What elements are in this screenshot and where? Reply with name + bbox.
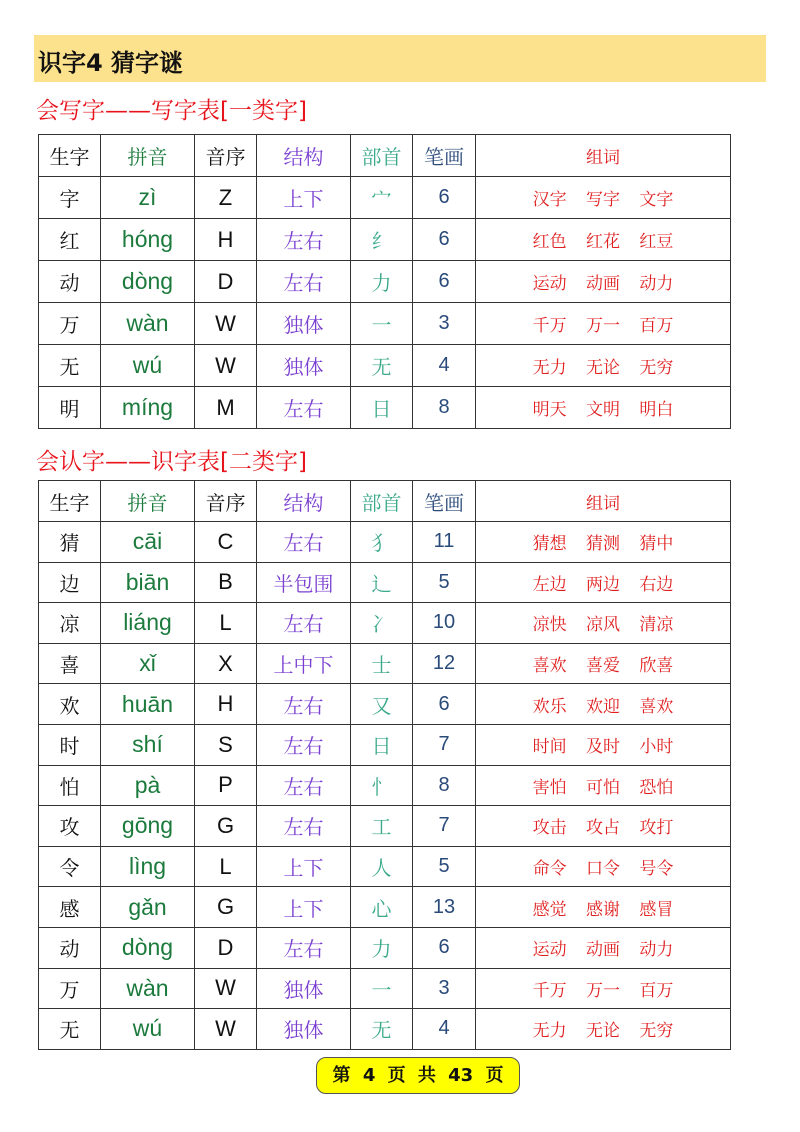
- cell-radical: 力: [351, 927, 413, 968]
- cell-character: 无: [39, 345, 101, 387]
- cell-initial: W: [195, 303, 257, 345]
- cell-radical: 人: [351, 846, 413, 887]
- cell-character: 万: [39, 968, 101, 1009]
- cell-pinyin: míng: [101, 387, 195, 429]
- cell-structure: 左右: [257, 261, 351, 303]
- cell-words: 左边 两边 右边: [476, 562, 731, 603]
- cell-radical: 士: [351, 643, 413, 684]
- table-row: [39, 887, 731, 928]
- cell-pinyin: biān: [101, 562, 195, 603]
- cell-structure: 独体: [257, 1009, 351, 1050]
- table-row: [39, 684, 731, 725]
- cell-words: 猜想 猜测 猜中: [476, 522, 731, 563]
- cell-radical: 忄: [351, 765, 413, 806]
- table-row: [39, 562, 731, 603]
- cell-character: 欢: [39, 684, 101, 725]
- cell-words: 运动 动画 动力: [476, 927, 731, 968]
- cell-character: 喜: [39, 643, 101, 684]
- cell-words: 欢乐 欢迎 喜欢: [476, 684, 731, 725]
- cell-initial: S: [195, 724, 257, 765]
- table-row: [39, 345, 731, 387]
- cell-pinyin: wàn: [101, 303, 195, 345]
- cell-structure: 左右: [257, 724, 351, 765]
- cell-strokes: 8: [413, 387, 476, 429]
- table-row: [39, 261, 731, 303]
- cell-character: 猜: [39, 522, 101, 563]
- cell-strokes: 6: [413, 177, 476, 219]
- cell-structure: 左右: [257, 219, 351, 261]
- cell-structure: 独体: [257, 968, 351, 1009]
- table-row: [39, 603, 731, 644]
- cell-strokes: 3: [413, 303, 476, 345]
- cell-radical: 无: [351, 1009, 413, 1050]
- cell-pinyin: huān: [101, 684, 195, 725]
- cell-pinyin: gǎn: [101, 887, 195, 928]
- cell-character: 万: [39, 303, 101, 345]
- cell-initial: H: [195, 219, 257, 261]
- cell-character: 凉: [39, 603, 101, 644]
- cell-pinyin: xǐ: [101, 643, 195, 684]
- cell-character: 边: [39, 562, 101, 603]
- lesson-header: [34, 35, 766, 82]
- cell-radical: 一: [351, 303, 413, 345]
- table-row: [39, 724, 731, 765]
- cell-pinyin: pà: [101, 765, 195, 806]
- cell-strokes: 8: [413, 765, 476, 806]
- cell-radical: 日: [351, 387, 413, 429]
- cell-radical: 纟: [351, 219, 413, 261]
- cell-pinyin: gōng: [101, 806, 195, 847]
- table-row: [39, 846, 731, 887]
- cell-strokes: 6: [413, 684, 476, 725]
- cell-radical: 工: [351, 806, 413, 847]
- table-row: [39, 219, 731, 261]
- cell-pinyin: lìng: [101, 846, 195, 887]
- cell-initial: W: [195, 345, 257, 387]
- header-pinyin: 拼音: [101, 481, 195, 522]
- cell-initial: L: [195, 846, 257, 887]
- cell-structure: 左右: [257, 522, 351, 563]
- cell-strokes: 5: [413, 562, 476, 603]
- cell-strokes: 6: [413, 927, 476, 968]
- cell-radical: 力: [351, 261, 413, 303]
- cell-pinyin: dòng: [101, 927, 195, 968]
- cell-pinyin: dòng: [101, 261, 195, 303]
- cell-initial: P: [195, 765, 257, 806]
- cell-pinyin: hóng: [101, 219, 195, 261]
- cell-words: 时间 及时 小时: [476, 724, 731, 765]
- cell-structure: 上中下: [257, 643, 351, 684]
- header-character: 生字: [39, 481, 101, 522]
- cell-pinyin: wú: [101, 345, 195, 387]
- cell-character: 红: [39, 219, 101, 261]
- table-row: [39, 177, 731, 219]
- write-characters-table: [38, 134, 731, 429]
- cell-words: 千万 万一 百万: [476, 303, 731, 345]
- cell-words: 无力 无论 无穷: [476, 345, 731, 387]
- header-words: 组词: [476, 135, 731, 177]
- cell-words: 命令 口令 号令: [476, 846, 731, 887]
- header-radical: 部首: [351, 481, 413, 522]
- header-words: 组词: [476, 481, 731, 522]
- cell-strokes: 6: [413, 219, 476, 261]
- cell-strokes: 13: [413, 887, 476, 928]
- cell-initial: X: [195, 643, 257, 684]
- header-strokes: 笔画: [413, 135, 476, 177]
- cell-initial: Z: [195, 177, 257, 219]
- cell-structure: 上下: [257, 177, 351, 219]
- cell-radical: 心: [351, 887, 413, 928]
- table-row: [39, 522, 731, 563]
- cell-structure: 上下: [257, 846, 351, 887]
- cell-words: 喜欢 喜爱 欣喜: [476, 643, 731, 684]
- cell-words: 无力 无论 无穷: [476, 1009, 731, 1050]
- cell-radical: 日: [351, 724, 413, 765]
- cell-strokes: 5: [413, 846, 476, 887]
- header-initial: 音序: [195, 135, 257, 177]
- cell-initial: G: [195, 806, 257, 847]
- cell-pinyin: wú: [101, 1009, 195, 1050]
- cell-initial: W: [195, 968, 257, 1009]
- cell-initial: M: [195, 387, 257, 429]
- cell-strokes: 10: [413, 603, 476, 644]
- table-row: [39, 806, 731, 847]
- cell-strokes: 6: [413, 261, 476, 303]
- table-row: [39, 765, 731, 806]
- cell-initial: B: [195, 562, 257, 603]
- cell-radical: 又: [351, 684, 413, 725]
- cell-pinyin: shí: [101, 724, 195, 765]
- cell-character: 时: [39, 724, 101, 765]
- cell-character: 字: [39, 177, 101, 219]
- table-header-row: [39, 135, 731, 177]
- cell-words: 明天 文明 明白: [476, 387, 731, 429]
- cell-character: 令: [39, 846, 101, 887]
- cell-radical: 犭: [351, 522, 413, 563]
- table-row: [39, 387, 731, 429]
- cell-initial: C: [195, 522, 257, 563]
- cell-structure: 左右: [257, 684, 351, 725]
- cell-strokes: 3: [413, 968, 476, 1009]
- cell-words: 害怕 可怕 恐怕: [476, 765, 731, 806]
- cell-structure: 左右: [257, 806, 351, 847]
- lesson-title: 识字4 猜字谜: [38, 49, 184, 77]
- table-row: [39, 1009, 731, 1050]
- header-character: 生字: [39, 135, 101, 177]
- cell-strokes: 7: [413, 806, 476, 847]
- cell-strokes: 4: [413, 1009, 476, 1050]
- cell-initial: W: [195, 1009, 257, 1050]
- cell-structure: 独体: [257, 303, 351, 345]
- cell-radical: 宀: [351, 177, 413, 219]
- table-row: [39, 643, 731, 684]
- cell-pinyin: liáng: [101, 603, 195, 644]
- cell-character: 明: [39, 387, 101, 429]
- cell-initial: D: [195, 261, 257, 303]
- cell-structure: 半包围: [257, 562, 351, 603]
- header-structure: 结构: [257, 135, 351, 177]
- cell-strokes: 4: [413, 345, 476, 387]
- cell-character: 怕: [39, 765, 101, 806]
- cell-character: 动: [39, 927, 101, 968]
- cell-words: 感觉 感谢 感冒: [476, 887, 731, 928]
- cell-structure: 上下: [257, 887, 351, 928]
- cell-character: 攻: [39, 806, 101, 847]
- header-pinyin: 拼音: [101, 135, 195, 177]
- table-row: [39, 927, 731, 968]
- section-title-recognize: 会认字——识字表[二类字]: [36, 449, 307, 475]
- cell-initial: L: [195, 603, 257, 644]
- cell-structure: 左右: [257, 927, 351, 968]
- recognize-characters-table: [38, 480, 731, 1050]
- cell-words: 凉快 凉风 清凉: [476, 603, 731, 644]
- cell-words: 汉字 写字 文字: [476, 177, 731, 219]
- cell-words: 攻击 攻占 攻打: [476, 806, 731, 847]
- cell-structure: 左右: [257, 765, 351, 806]
- cell-initial: D: [195, 927, 257, 968]
- page-indicator: 第 4 页 共 43 页: [316, 1057, 520, 1094]
- cell-character: 感: [39, 887, 101, 928]
- cell-words: 红色 红花 红豆: [476, 219, 731, 261]
- cell-initial: H: [195, 684, 257, 725]
- header-strokes: 笔画: [413, 481, 476, 522]
- cell-radical: 辶: [351, 562, 413, 603]
- table-row: [39, 968, 731, 1009]
- header-initial: 音序: [195, 481, 257, 522]
- table-header-row: [39, 481, 731, 522]
- cell-words: 运动 动画 动力: [476, 261, 731, 303]
- cell-character: 无: [39, 1009, 101, 1050]
- cell-structure: 左右: [257, 387, 351, 429]
- cell-strokes: 11: [413, 522, 476, 563]
- cell-structure: 左右: [257, 603, 351, 644]
- cell-pinyin: cāi: [101, 522, 195, 563]
- cell-radical: 无: [351, 345, 413, 387]
- cell-structure: 独体: [257, 345, 351, 387]
- section-title-write: 会写字——写字表[一类字]: [36, 98, 307, 124]
- cell-initial: G: [195, 887, 257, 928]
- cell-strokes: 12: [413, 643, 476, 684]
- cell-strokes: 7: [413, 724, 476, 765]
- cell-character: 动: [39, 261, 101, 303]
- cell-radical: 一: [351, 968, 413, 1009]
- cell-pinyin: wàn: [101, 968, 195, 1009]
- header-radical: 部首: [351, 135, 413, 177]
- cell-radical: 冫: [351, 603, 413, 644]
- cell-pinyin: zì: [101, 177, 195, 219]
- cell-words: 千万 万一 百万: [476, 968, 731, 1009]
- header-structure: 结构: [257, 481, 351, 522]
- table-row: [39, 303, 731, 345]
